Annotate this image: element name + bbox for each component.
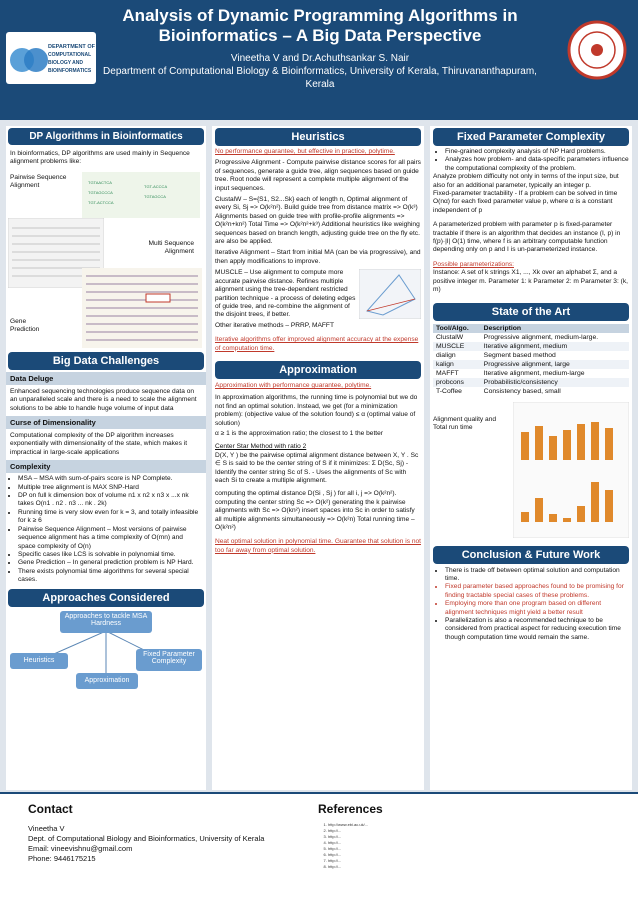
references-section — [318, 802, 630, 870]
column-middle — [212, 126, 424, 790]
complexity-heading: Complexity — [6, 460, 206, 473]
conclusion-item: • There is trade off between optimal solution and computation time. — [445, 567, 629, 584]
authors — [100, 52, 540, 91]
svg-text:BIOINFORMATICS: BIOINFORMATICS — [48, 68, 92, 74]
poster-header — [0, 0, 638, 120]
affiliation: Department of Computational Biology & Bioinformatics, University of Kerala, Thiruvananthapuram, Kerala — [103, 66, 537, 90]
complexity-item: • Running time is very slow even for k = 3, and totally infeasible for k ≥ 6 — [18, 509, 202, 526]
node-heuristics: Heuristics — [10, 653, 68, 669]
approaches-heading: Approaches Considered — [8, 589, 204, 607]
fixed-f4: Fixed-parameter tractability - If a problem can be solved in time O(nα) for each fixed parameter value p, where α is a constant independent of p — [433, 190, 618, 214]
state-tool-cell: dialign — [436, 351, 456, 359]
heur-l4: Iterative Alignment – Start from initial MA (can be via progressive), and then apply modifications to improve. — [215, 249, 421, 265]
complexity-list — [6, 473, 206, 584]
state-table-row — [433, 378, 629, 387]
complexity-item: • Multiple tree alignment is MAX SNP-Hard — [18, 484, 202, 492]
svg-text:TGT-ACCCA: TGT-ACCCA — [144, 183, 168, 189]
heur-l3: ClustalW – S={S1, S2...Sk} each of length n, Optimal alignment of every Si, Sj => O(k²n²). Build guide tree from distance matrix => O(k³) Alignments based on guide tree with profile-profile alignments => O(k²n+kn²) Total Time => O(k²n²+k³) Additional heuristics like weighing sequences based on branch length, adjusting guide tree on the fly etc. are also be applied. — [215, 196, 420, 246]
poster-footer — [0, 792, 638, 902]
state-desc-cell: Consistency based, small — [483, 387, 561, 395]
node-fixed-parameter: Fixed Parameter Complexity — [136, 649, 202, 671]
contact-name: Vineetha V — [28, 824, 65, 833]
author-names: Vineetha V and Dr.Achuthsankar S. Nair — [230, 53, 410, 64]
state-table-row — [433, 342, 629, 351]
state-heading: State of the Art — [433, 303, 629, 321]
pairwise-alignment-image — [82, 170, 202, 220]
reference-item[interactable]: 5. http://... — [328, 846, 630, 852]
reference-item[interactable]: 4. http://... — [328, 840, 630, 846]
state-desc-cell: Iterative alignment, medium — [483, 342, 568, 350]
reference-item[interactable]: 8. http://... — [328, 864, 630, 870]
svg-text:TGTAACTCA: TGTAACTCA — [88, 179, 112, 185]
approx-a2: In approximation algorithms, the running time is polynomial but we do not find an optimal solution. Instead, we get (for a minimization problem): (objective value of the solution found) ≤ α (optimal value of solution) — [215, 394, 418, 427]
svg-text:BIOLOGY AND: BIOLOGY AND — [48, 60, 84, 66]
svg-text:TGTAGCCA: TGTAGCCA — [144, 193, 166, 199]
complexity-item: • Specific cases like LCS is solvable in polynomial time. — [18, 551, 202, 559]
dp-figure-area — [6, 170, 206, 350]
complexity-item: • Gene Prediction – In general prediction problem is NP Hard. — [18, 559, 202, 567]
state-chart-area — [433, 402, 629, 542]
muscle-diagram — [359, 269, 421, 319]
svg-text:TGT-ACTCCA: TGT-ACTCCA — [88, 199, 114, 205]
state-table-body — [433, 333, 629, 396]
state-col-tool: Tool/Algo. — [436, 324, 469, 332]
reference-item[interactable]: 7. http://... — [328, 858, 630, 864]
reference-item[interactable]: 2. http://... — [328, 828, 630, 834]
state-desc-cell: Segment based method — [483, 351, 556, 359]
svg-text:COMPUTATIONAL: COMPUTATIONAL — [48, 52, 92, 58]
state-table-row — [433, 387, 629, 396]
department-logo — [6, 32, 96, 84]
conclusion-heading: Conclusion & Future Work — [433, 546, 629, 564]
deluge-text: Enhanced sequencing technologies produce sequence data on an unparalleled scale and there is a need to scale the alignment solutions to be able to handle huge volume of input data — [10, 387, 197, 412]
reference-item[interactable]: 6. http://... — [328, 852, 630, 858]
heur-l5: MUSCLE – Use alignment to compute more accurate pairwise distance. Refines multiple alignment using the tree-dependent restricted partition technique - a process of deleting edges of guide tree, and re-combine the alignment of the disjoint trees, if better. — [215, 269, 356, 319]
svg-text:DEPARTMENT OF: DEPARTMENT OF — [48, 44, 95, 50]
gene-label: Gene Prediction — [10, 317, 40, 334]
contact-email: Email: vineevishnu@gmail.com — [28, 844, 133, 853]
approaches-diagram — [6, 609, 206, 691]
pairwise-label: Pairwise Sequence Alignment — [10, 173, 67, 190]
references-list — [318, 822, 630, 870]
state-tool-cell: kalign — [436, 360, 454, 368]
state-table-row — [433, 351, 629, 360]
state-col-desc: Description — [483, 324, 522, 332]
conclusion-item: • Employing more than one program based on different alignment techniques might yield a better result — [445, 600, 629, 617]
muscle-block — [215, 269, 421, 319]
approx-a1: Approximation with performance guarantee, polytime. — [215, 381, 372, 389]
conclusion-list — [433, 567, 629, 643]
deluge-heading: Data Deluge — [6, 372, 206, 385]
approx-a5: D(X, Y ) be the pairwise optimal alignment distance between X, Y . Sc ∈ S is said to be the center string of S if it minimizes: Σ D(Sc, Sj) - Identify the center string Sc of S. - Uses the alignments of Sc with each Si to create a multiple alignment. — [215, 451, 419, 484]
state-desc-cell: Iterative alignment, medium-large — [483, 369, 585, 377]
column-left — [6, 126, 206, 790]
state-desc-cell: Progressive alignment, large — [483, 360, 570, 368]
state-tool-cell: ClustalW — [436, 333, 464, 341]
state-desc-cell: Probabilistic/consistency — [483, 378, 558, 386]
complexity-item: • There exists polynomial time algorithms for several special cases. — [18, 568, 202, 585]
column-right — [430, 126, 632, 790]
contact-heading: Contact — [28, 802, 73, 816]
state-tool-cell: T-Coffee — [436, 387, 462, 395]
gene-prediction-image — [82, 268, 202, 348]
heur-l6: Other iterative methods – PRRP, MAFFT — [215, 321, 334, 329]
node-approximation: Approximation — [76, 673, 138, 689]
complexity-item: • MSA – MSA with sum-of-pairs score is NP Complete. — [18, 475, 202, 483]
contact-phone: Phone: 9446175215 — [28, 854, 96, 863]
fixed-list — [433, 148, 629, 173]
state-tool-cell: MAFFT — [436, 369, 459, 377]
curse-text: Computational complexity of the DP algorithm increases exponentially with dimensionality of the state, which makes it impractical in large-scale applications — [10, 432, 188, 456]
contact-dept: Dept. of Computational Biology and Bioinformatics, University of Kerala — [28, 834, 265, 843]
reference-item[interactable]: 1. http://www.ebi.ac.uk/... — [328, 822, 630, 828]
fixed-item: • Analyzes how problem- and data-specific parameters influence the computational complexity of the problem. — [445, 156, 629, 173]
state-table-row — [433, 360, 629, 369]
complexity-item: • Pairwise Sequence Alignment – Most versions of pairwise sequence alignment has a time complexity of O(mn) and space complexity of O(n) — [18, 526, 202, 551]
contact-section — [28, 802, 308, 864]
reference-item[interactable]: 3. http://... — [328, 834, 630, 840]
approx-a4: Center Star Method with ratio 2 — [215, 443, 307, 451]
multi-label: Multi Sequence Alignment — [148, 239, 194, 256]
dp-heading: DP Algorithms in Bioinformatics — [8, 128, 204, 145]
conclusion-item: • Fixed parameter based approaches found to be promising for finding tractable special cases of these problems. — [445, 583, 629, 600]
approx-a3: α ≥ 1 is the approximation ratio; the closest to 1 the better — [215, 429, 383, 437]
dcb-logo-icon — [6, 32, 96, 84]
svg-text:TGTAGCCCA: TGTAGCCCA — [88, 189, 113, 195]
fixed-f3: Analyze problem difficulty not only in terms of the input size, but also for an additional parameter, typically an integer p. — [433, 173, 619, 189]
bigdata-heading: Big Data Challenges — [8, 352, 204, 370]
state-desc-cell: Progressive alignment, medium-large. — [483, 333, 599, 341]
complexity-item: • DP on full k dimension box of volume n1 x n2 x n3 x ...x nk takes O(n1 . n2 . n3 ... nk . 2k) — [18, 492, 202, 509]
node-root: Approaches to tackle MSA Hardness — [60, 611, 152, 633]
university-seal — [566, 14, 628, 94]
state-bar-charts — [513, 402, 629, 538]
approx-a7: Neat optimal solution in polynomial time. Guarantee that solution is not too far away from optimal solution. — [215, 538, 421, 554]
state-tool-cell: probcons — [436, 378, 464, 386]
heur-l7: Iterative algorithms offer improved alignment accuracy at the expense of computation time. — [215, 336, 419, 352]
conclusion-item: • Parallelization is also a recommended technique to be considered from practical aspect for reducing execution time though computation time would remain the same. — [445, 617, 629, 642]
fixed-f5: A parameterized problem with parameter p is fixed-parameter tractable if there is an algorithm that decides an instance (I, p) in f(p)·|I| O(1) time, where f is an arbitrary computable function depending only on p and I is un-parameterized instance. — [433, 221, 621, 254]
university-seal-icon — [566, 14, 628, 94]
poster-title: Analysis of Dynamic Programming Algorithms in Bioinformatics – A Big Data Perspective — [122, 6, 518, 45]
heuristics-heading: Heuristics — [215, 128, 421, 146]
state-table-row — [433, 333, 629, 342]
fixed-item: • Fine-grained complexity analysis of NP Hard problems. — [445, 148, 629, 156]
fixed-f7: Instance: A set of k strings X1, ..., Xk over an alphabet Σ, and a positive integer m. Parameter 1: k Parameter 2: m Parameter 3: (k, m) — [433, 269, 628, 294]
state-chart-label: Alignment quality and Total run time — [433, 415, 497, 431]
curse-heading: Curse of Dimensionality — [6, 416, 206, 429]
references-heading: References — [318, 802, 383, 816]
state-table-row — [433, 369, 629, 378]
fixed-f6: Possible parameterizations: — [433, 260, 514, 268]
heur-l2: Progressive Alignment - Compute pairwise distance scores for all pairs of sequences, generate a guide tree, align sequences based on guide tree. Root node will represent a complete multiple alignment of the input sequences. — [215, 159, 421, 192]
approximation-heading: Approximation — [215, 361, 421, 379]
approx-a6: computing the optimal distance D(Si , Sj ) for all i, j => O(k²n²). computing the center string Sc => O(k²) generating the k pairwise alignments with Sc => O(kn²) insert spaces into Sc in order to satisfy all multiple alignments simultaneously => O(k²n) Total running time – O(k²n²) — [215, 490, 415, 532]
state-table — [433, 324, 629, 396]
fixed-heading: Fixed Parameter Complexity — [433, 128, 629, 146]
state-tool-cell: MUSCLE — [436, 342, 465, 350]
poster-body — [0, 120, 638, 792]
heur-l1: No performance guarantee, but effective in practice, polytime. — [215, 148, 395, 155]
dp-intro: In bioinformatics, DP algorithms are used mainly in Sequence alignment problems like: — [10, 150, 190, 166]
